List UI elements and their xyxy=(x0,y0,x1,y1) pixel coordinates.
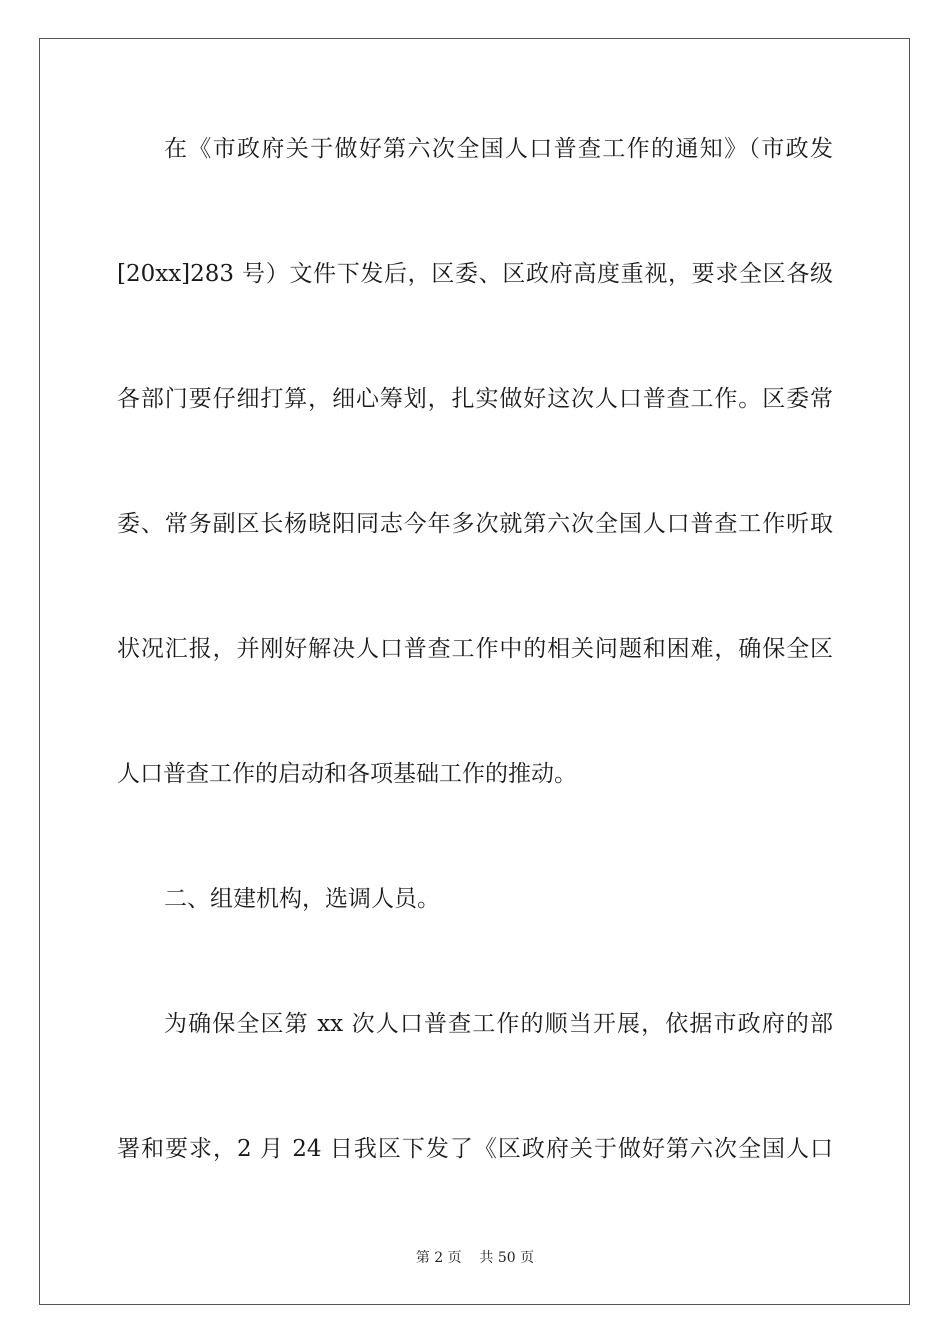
text-line: 委、常务副区长杨晓阳同志今年多次就第六次全国人口普查工作听取 xyxy=(117,511,833,537)
text-line: 人口普查工作的启动和各项基础工作的推动。 xyxy=(117,761,577,787)
page-number: 第 2 页 共 50 页 xyxy=(415,1250,535,1266)
text-line: 各部门要仔细打算，细心筹划，扎实做好这次人口普查工作。区委常 xyxy=(117,386,833,412)
text-line: [20xx]283 号）文件下发后，区委、区政府高度重视，要求全区各级 xyxy=(117,261,833,287)
text-line: 署和要求，2 月 24 日我区下发了《区政府关于做好第六次全国人口 xyxy=(117,1136,833,1162)
text-line: 在《市政府关于做好第六次全国人口普查工作的通知》（市政发 xyxy=(164,136,833,162)
section-heading: 二、组建机构，选调人员。 xyxy=(164,886,440,912)
page-border xyxy=(39,38,910,1305)
text-line: 为确保全区第 xx 次人口普查工作的顺当开展，依据市政府的部 xyxy=(164,1011,833,1037)
text-line: 状况汇报，并刚好解决人口普查工作中的相关问题和困难，确保全区 xyxy=(117,636,833,662)
